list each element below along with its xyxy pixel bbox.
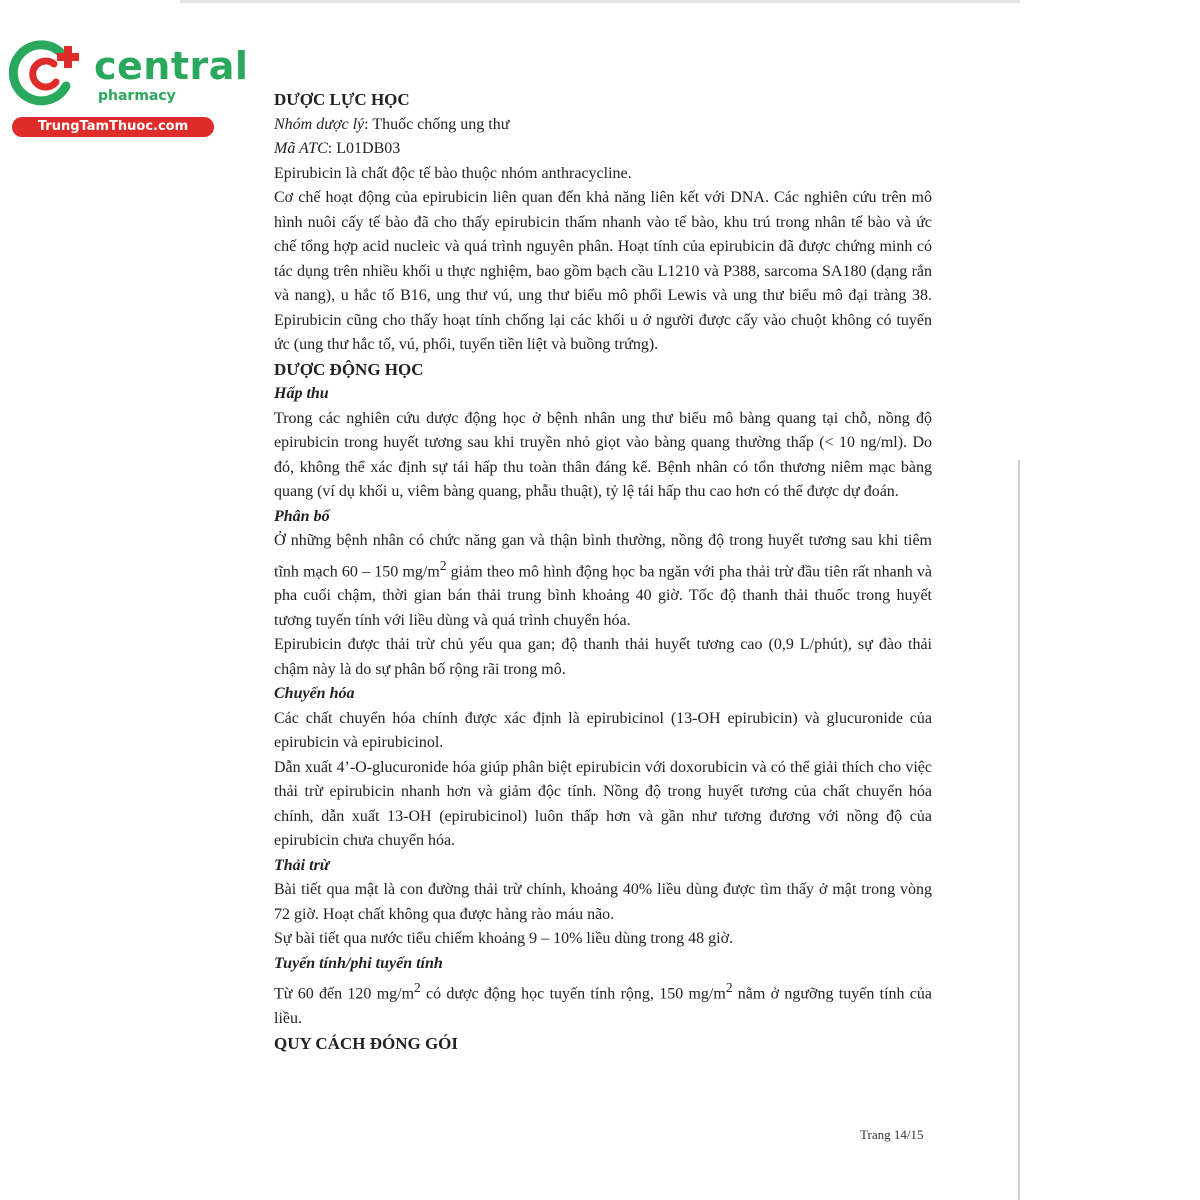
- subsection-title-absorption: Hấp thu: [274, 385, 329, 402]
- pharmacological-group: [274, 113, 932, 138]
- atc-code: [274, 137, 932, 162]
- text-run: Từ 60 đến 120 mg/m: [274, 985, 415, 1003]
- section-title-pharmacokinetics: DƯỢC ĐỘNG HỌC: [274, 359, 424, 379]
- paragraph: Trong các nghiên cứu dược động học ở bệnh nhân ung thư biểu mô bàng quang tại chỗ, nồng độ epirubicin trong huyết tương sau khi truyền nhỏ giọt vào bàng quang thường thấp (< 10 ng/ml). Do đó, không thể xác định sự tái hấp thu toàn thân đáng kể. Bệnh nhân có tổn thương niêm mạc bàng quang (ví dụ khối u, viêm bàng quang, phẫu thuật), tỷ lệ tái hấp thu cao hơn có thể được dự đoán.: [274, 409, 932, 500]
- page-number: Trang 14/15: [860, 1127, 924, 1142]
- document-body: [274, 88, 932, 1056]
- superscript: 2: [725, 980, 733, 996]
- paragraph: [274, 976, 932, 1031]
- brand-website: TrungTamThuoc.com: [12, 117, 214, 137]
- paragraph: Epirubicin là chất độc tế bào thuộc nhóm anthracycline.: [274, 164, 632, 182]
- brand-logo[interactable]: [8, 38, 249, 138]
- pharmacological-group-label: Nhóm dược lý: [274, 115, 365, 133]
- superscript: 2: [439, 557, 447, 573]
- paragraph: Bài tiết qua mật là con đường thải trừ chính, khoảng 40% liều dùng được tìm thấy ở mật trong vòng 72 giờ. Hoạt chất không qua được hàng rào máu não.: [274, 881, 932, 923]
- subsection-title-elimination: Thải trừ: [274, 856, 330, 874]
- paragraph: Sự bài tiết qua nước tiểu chiếm khoảng 9 – 10% liều dùng trong 48 giờ.: [274, 930, 734, 948]
- paragraph: Epirubicin được thải trừ chủ yếu qua gan; độ thanh thải huyết tương cao (0,9 L/phút), sự đào thải chậm này là do sự phân bố rộng rãi trong mô.: [274, 636, 932, 678]
- paragraph: Các chất chuyển hóa chính được xác định là epirubicinol (13-OH epirubicin) và glucuronide của epirubicin và epirubicinol.: [274, 709, 932, 752]
- scan-artifact-top: [180, 0, 1020, 3]
- subsection-title-distribution: Phân bố: [274, 507, 330, 525]
- text-run: có dược động học tuyến tính rộng, 150 mg/m: [420, 985, 726, 1003]
- subsection-title-metabolism: Chuyển hóa: [274, 685, 355, 703]
- text-run: nằm ở ngưỡng tuyến tính của liều.: [274, 985, 932, 1028]
- atc-code-value: : L01DB03: [327, 140, 401, 157]
- subsection-title-linearity: Tuyến tính/phi tuyến tính: [274, 954, 443, 972]
- atc-code-label: Mã ATC: [274, 140, 328, 157]
- paragraph: Cơ chế hoạt động của epirubicin liên quan đến khả năng liên kết với DNA. Các nghiên cứu trên mô hình nuôi cấy tế bào đã cho thấy epirubicin thấm nhanh vào tế bào, khu trú trong nhân tế bào và ức chế tổng hợp acid nucleic và quá trình nguyên phân. Hoạt tính của epirubicin đã được chứng minh có tác dụng trên nhiều khối u thực nghiệm, bao gồm bạch cầu L1210 và P388, sarcoma SA180 (dạng rắn và nang), u hắc tố B16, ung thư vú, ung thư biểu mô phổi Lewis và ung thư biểu mô đại tràng 38. Epirubicin cũng cho thấy hoạt tính chống lại các khối u ở người được cấy vào chuột không có tuyến ức (ung thư hắc tố, vú, phổi, tuyến tiền liệt và buồng trứng).: [274, 189, 932, 353]
- central-pharmacy-logo-icon: [8, 38, 88, 110]
- scan-artifact-edge: [1018, 460, 1020, 1200]
- paragraph: Dẫn xuất 4’-O-glucuronide hóa giúp phân biệt epirubicin với doxorubicin và có thể giải thích cho việc thải trừ epirubicin nhanh hơn và giảm độc tính. Nồng độ trong huyết tương của chất chuyển hóa chính, dẫn xuất 13-OH (epirubicinol) luôn thấp hơn và gần như tương đương với nồng độ của epirubicin chưa chuyển hóa.: [274, 758, 932, 850]
- paragraph: [274, 529, 932, 633]
- text-run: Ở những bệnh nhân có chức năng gan và thận bình thường, nồng độ trong huyết tương sau khi tiêm tĩnh mạch 60 – 150 mg/m: [274, 532, 932, 580]
- brand-subtitle: pharmacy: [98, 88, 176, 104]
- section-title-packaging: QUY CÁCH ĐÓNG GÓI: [274, 1033, 459, 1053]
- text-run: giảm theo mô hình động học ba ngăn với pha thải trừ đầu tiên rất nhanh và pha cuối chậm, thời gian bán thải trung bình khoảng 40 giờ. Tốc độ thanh thải thuốc trong huyết tương tuyến tính với liều dùng và quá trình chuyển hóa.: [274, 562, 932, 629]
- section-title-pharmacodynamics: DƯỢC LỰC HỌC: [274, 90, 410, 109]
- pharmacological-group-value: : Thuốc chống ung thư: [364, 115, 510, 133]
- brand-name: central: [94, 44, 249, 88]
- superscript: 2: [414, 980, 421, 996]
